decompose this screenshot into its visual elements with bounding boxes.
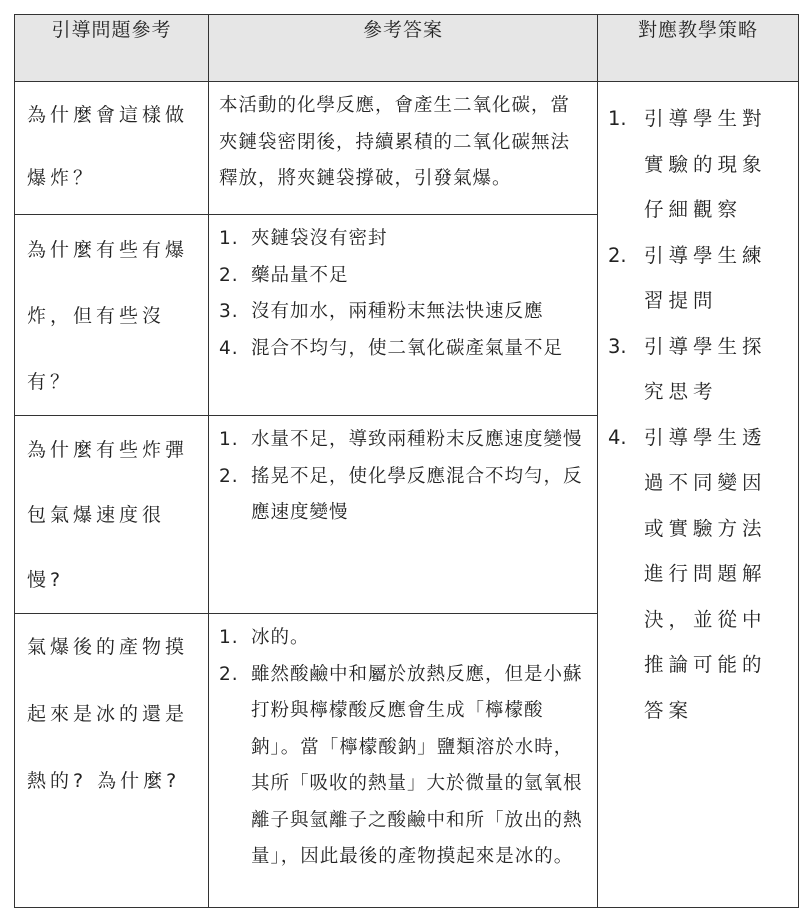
answer-text: 雖然酸鹼中和屬於放熱反應，但是小蘇打粉與檸檬酸反應會生成「檸檬酸鈉」。當「檸檬酸鈉」鹽類溶於水時，其所「吸收的熱量」大於微量的氫氧根離子與氫離子之酸鹼中和所「放出的熱量」，因此最後的產物摸起來是冰的。 bbox=[251, 663, 583, 867]
answer-text: 搖晃不足，使化學反應混合不均勻，反應速度變慢 bbox=[251, 465, 583, 523]
answer-cell bbox=[209, 215, 598, 416]
list-item bbox=[219, 221, 587, 258]
answer-paragraph: 本活動的化學反應，會產生二氧化碳，當夾鏈袋密閉後，持續累積的二氧化碳無法釋放，將夾鏈袋撐破，引發氣爆。 bbox=[219, 95, 571, 189]
answer-list bbox=[219, 221, 587, 367]
question-text: 氣爆後的產物摸起來是冰的還是熱的? 為什麼? bbox=[27, 636, 189, 792]
list-number: 1. bbox=[219, 627, 239, 648]
header-row bbox=[15, 15, 799, 82]
answer-cell bbox=[209, 82, 598, 215]
header-answer: 參考答案 bbox=[209, 15, 598, 82]
table-row bbox=[15, 82, 799, 215]
list-number: 4. bbox=[219, 337, 239, 359]
list-item bbox=[219, 294, 587, 331]
list-number: 2. bbox=[219, 663, 239, 685]
list-item bbox=[219, 422, 587, 459]
list-item bbox=[608, 324, 790, 415]
list-number: 3. bbox=[608, 334, 627, 358]
strategy-text: 引導學生透過不同變因或實驗方法進行問題解決，並從中推論可能的答案 bbox=[644, 425, 767, 722]
answer-list bbox=[219, 422, 587, 532]
list-number: 3. bbox=[219, 301, 239, 322]
list-item bbox=[219, 459, 587, 532]
list-number: 2. bbox=[219, 264, 239, 286]
list-number: 1. bbox=[219, 429, 239, 450]
answer-text: 藥品量不足 bbox=[251, 264, 349, 286]
list-number: 1. bbox=[219, 228, 239, 249]
answer-text: 水量不足，導致兩種粉末反應速度變慢 bbox=[251, 429, 583, 450]
list-item bbox=[219, 657, 587, 876]
list-item bbox=[219, 258, 587, 295]
list-item bbox=[608, 96, 790, 233]
list-number: 1. bbox=[608, 107, 627, 130]
question-cell bbox=[15, 82, 209, 215]
list-number: 2. bbox=[608, 243, 627, 267]
strategy-cell bbox=[598, 82, 799, 908]
question-cell bbox=[15, 614, 209, 908]
list-item bbox=[608, 233, 790, 324]
strategy-text: 引導學生探究思考 bbox=[644, 334, 767, 403]
list-item bbox=[219, 331, 587, 368]
teaching-guide-table bbox=[14, 14, 799, 908]
answer-text: 混合不均勻，使二氧化碳產氣量不足 bbox=[251, 337, 564, 359]
list-item bbox=[219, 620, 587, 657]
answer-text: 沒有加水，兩種粉末無法快速反應 bbox=[251, 301, 544, 322]
answer-text: 冰的。 bbox=[251, 627, 310, 648]
answer-text: 夾鏈袋沒有密封 bbox=[251, 228, 388, 249]
answer-list bbox=[219, 620, 587, 876]
question-cell bbox=[15, 416, 209, 614]
header-strategy: 對應教學策略 bbox=[598, 15, 799, 82]
answer-cell bbox=[209, 416, 598, 614]
question-text: 為什麼有些有爆炸，但有些沒有？ bbox=[27, 239, 189, 393]
answer-cell bbox=[209, 614, 598, 908]
header-question: 引導問題參考 bbox=[15, 15, 209, 82]
list-item bbox=[608, 415, 790, 734]
question-text: 為什麼有些炸彈包氣爆速度很慢? bbox=[27, 439, 189, 591]
strategy-text: 引導學生對實驗的現象仔細觀察 bbox=[644, 107, 767, 221]
question-text: 為什麼會這樣做爆炸？ bbox=[27, 104, 189, 189]
list-number: 2. bbox=[219, 465, 239, 487]
strategy-text: 引導學生練習提問 bbox=[644, 243, 767, 312]
question-cell bbox=[15, 215, 209, 416]
strategy-list bbox=[608, 96, 790, 733]
list-number: 4. bbox=[608, 425, 627, 449]
